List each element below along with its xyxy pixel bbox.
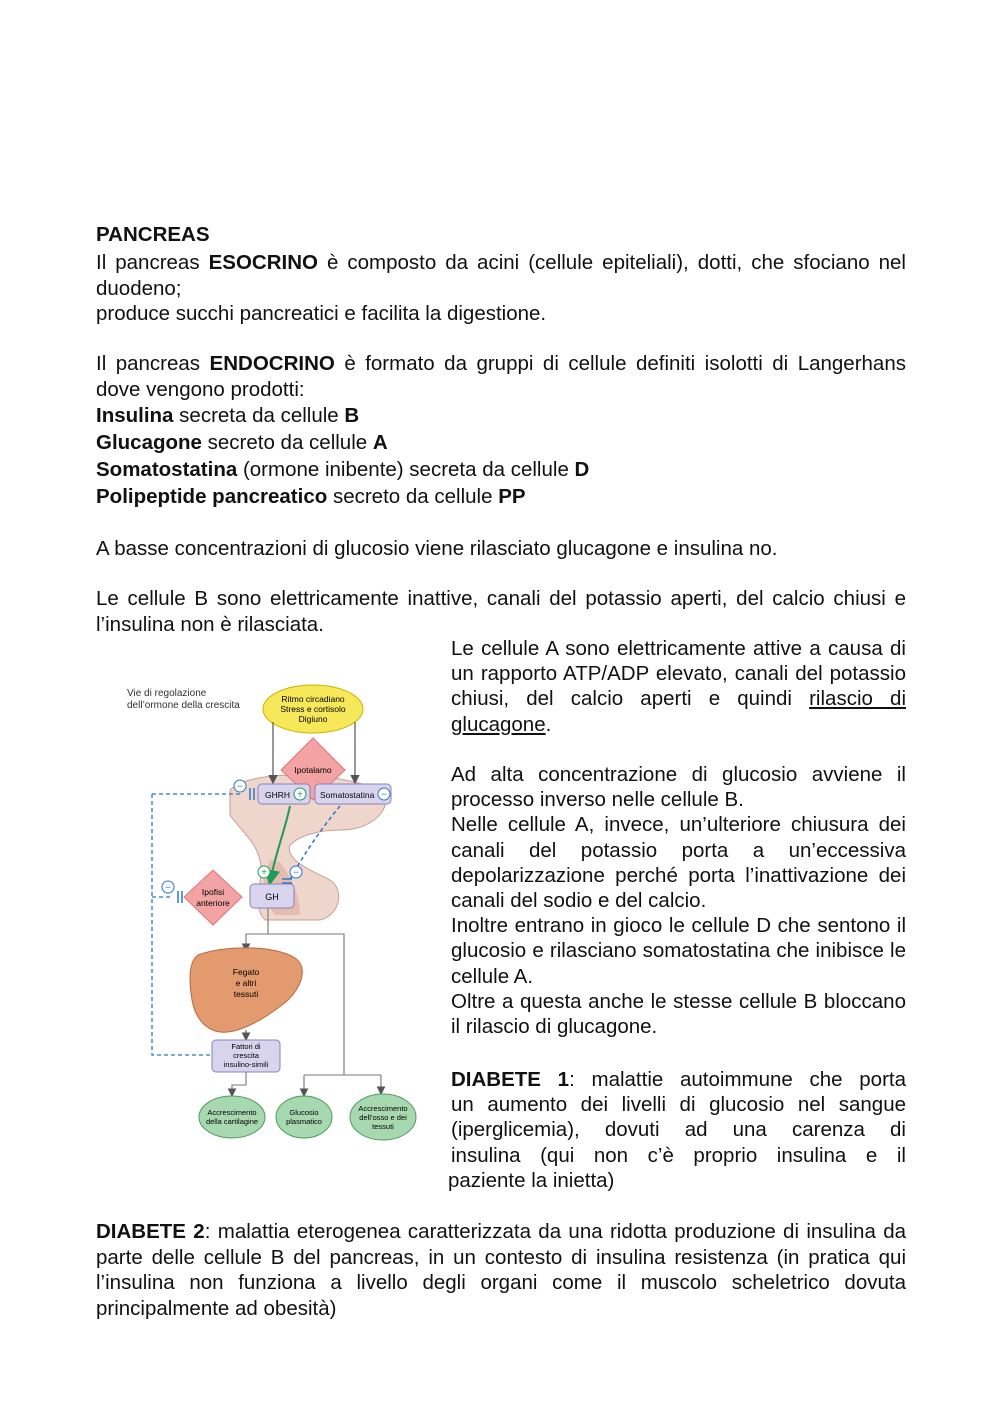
diabete2-paragraph: DIABETE 2: malattia eterogenea caratterizzata da una ridotta produzione di insulina da parte delle cellule B del pancreas, in un contesto di insulina resistenza (in pratica qui l’insulina non funziona a livello degli organi come il muscolo scheletrico dovuta principalmente ad obesità) [96, 1220, 906, 1320]
svg-text:−: − [381, 789, 387, 801]
b-cells-paragraph: Le cellule B sono elettricamente inattive, canali del potassio aperti, del calcio chiusi e l’insulina non è rilasciata. [96, 587, 906, 636]
list-item: Insulina secreta da cellule B [96, 404, 360, 427]
svg-text:GH: GH [265, 892, 279, 902]
svg-text:anteriore: anteriore [196, 898, 230, 908]
svg-text:Fegato: Fegato [232, 967, 260, 977]
hormone-list [96, 403, 906, 510]
svg-text:della cartilagine: della cartilagine [205, 1117, 259, 1126]
list-item: Glucagone secreto da cellule A [96, 431, 388, 454]
svg-text:Somatostatina: Somatostatina [320, 790, 375, 800]
svg-text:+: + [297, 789, 303, 801]
svg-text:−: − [165, 882, 171, 894]
svg-text:Accrescimento: Accrescimento [358, 1104, 408, 1113]
list-item: Somatostatina (ormone inibente) secreta da cellule D [96, 458, 590, 481]
diabete1-paragraph: DIABETE 1: malattie autoimmune che porta un aumento dei livelli di glucosio nel sangue (iperglicemia), dovuti ad una carenza di insulina (qui non c’è proprio insulina e il paziente la inietta) [448, 1068, 906, 1192]
svg-text:−: − [293, 867, 299, 879]
svg-text:dell’osso e dei: dell’osso e dei [359, 1113, 407, 1122]
page-title: PANCREAS [96, 223, 210, 246]
endocrine-paragraph: Il pancreas ENDOCRINO è formato da gruppi di cellule definiti isolotti di Langerhans dove vengono prodotti: [96, 352, 906, 401]
svg-text:Accrescimento: Accrescimento [207, 1108, 257, 1117]
svg-text:Stress e cortisolo: Stress e cortisolo [280, 704, 346, 714]
svg-text:tessuti: tessuti [372, 1122, 394, 1131]
exocrine-term: ESOCRINO [208, 251, 318, 274]
figure-caption: Vie di regolazione [127, 688, 207, 699]
svg-text:plasmatico: plasmatico [286, 1117, 322, 1126]
diabete2-label: DIABETE 2 [96, 1220, 205, 1243]
svg-text:Fattori di: Fattori di [231, 1042, 261, 1051]
low-glucose-paragraph: A basse concentrazioni di glucosio viene rilasciato glucagone e insulina no. [96, 537, 778, 560]
svg-text:+: + [261, 867, 267, 879]
svg-text:Ritmo circadiano: Ritmo circadiano [281, 694, 345, 704]
growth-hormone-diagram [100, 665, 435, 1155]
svg-text:Glucosio: Glucosio [289, 1108, 319, 1117]
figure-caption: dell’ormone della crescita [127, 700, 240, 711]
svg-text:e altri: e altri [235, 978, 257, 988]
svg-text:GHRH: GHRH [265, 790, 291, 800]
svg-text:−: − [237, 781, 243, 793]
endocrine-term: ENDOCRINO [209, 352, 335, 375]
svg-text:Ipotalamo: Ipotalamo [294, 765, 332, 775]
list-item: Polipeptide pancreatico secreto da cellule PP [96, 485, 526, 508]
a-cells-paragraph: Le cellule A sono elettricamente attive a causa di un rapporto ATP/ADP elevato, canali del potassio chiusi, del calcio aperti e quindi rilascio di glucagone. [451, 637, 906, 736]
svg-text:Ipofisi: Ipofisi [201, 887, 225, 897]
svg-text:crescita: crescita [233, 1051, 259, 1060]
exocrine-paragraph: Il pancreas ESOCRINO è composto da acini (cellule epiteliali), dotti, che sfociano nel duodeno; produce succhi pancreatici e facilita la digestione. [96, 251, 906, 325]
high-glucose-paragraph: Ad alta concentrazione di glucosio avviene il processo inverso nelle cellule B. Nelle cellule A, invece, un’ulteriore chiusura dei canali del potassio porta a un’eccessiva depolarizzazione perché porta l’inattivazione dei canali del sodio e del calcio. Inoltre entrano in gioco le cellule D che sentono il glucosio e rilasciano somatostatina che inibisce le cellule A. Oltre a questa anche le stesse cellule B bloccano il rilascio di glucagone. [451, 763, 906, 1039]
svg-text:Digiuno: Digiuno [298, 714, 328, 724]
svg-text:tessuti: tessuti [233, 989, 259, 999]
svg-text:insulino-simili: insulino-simili [223, 1060, 269, 1069]
diabete1-label: DIABETE 1 [451, 1068, 570, 1091]
